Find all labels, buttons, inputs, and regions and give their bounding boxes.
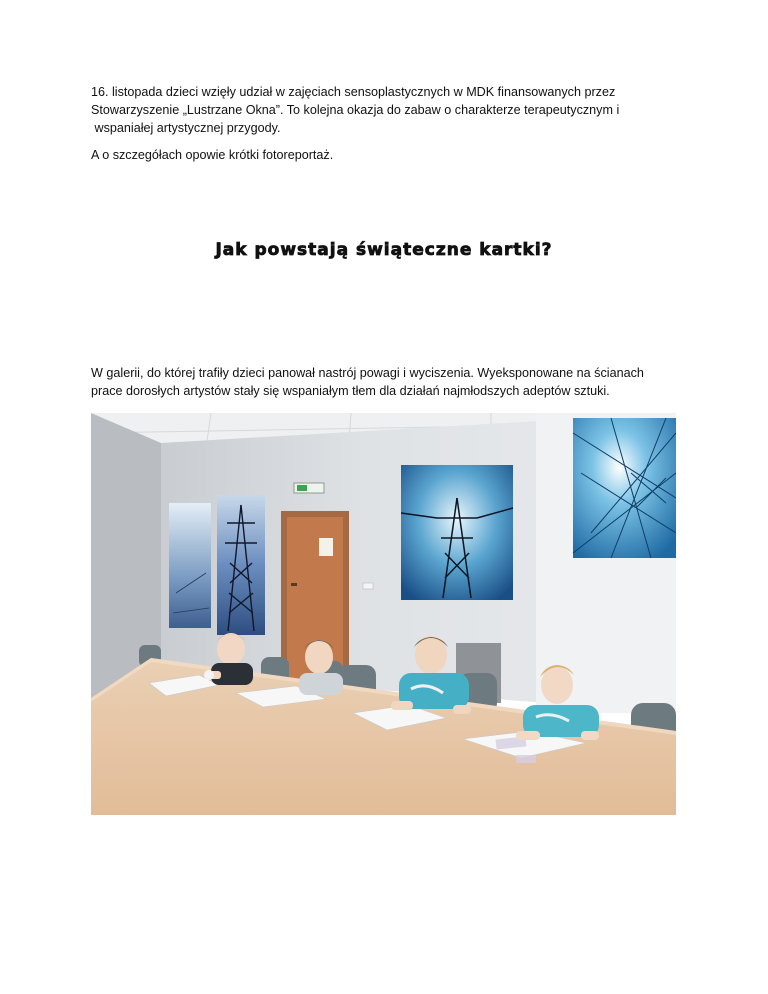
intro-line-3: wspaniałej artystycznej przygody. (91, 121, 281, 135)
artwork-center (401, 465, 513, 600)
gallery-paragraph (91, 364, 681, 400)
section-heading: Jak powstają świąteczne kartki? (215, 240, 553, 260)
intro-line-1: 16. listopada dzieci wzięły udział w zajęciach sensoplastycznych w MDK finansowanych przez (91, 85, 616, 99)
gallery-photo (91, 413, 676, 815)
gallery-line-1: W galerii, do której trafiły dzieci panował nastrój powagi i wyciszenia. Wyeksponowane na ścianach (91, 366, 644, 380)
door-notice (319, 538, 333, 556)
intro-paragraph (91, 83, 681, 137)
intro-line-2: Stowarzyszenie „Lustrzane Okna”. To kolejna okazja do zabaw o charakterze terapeutycznym i (91, 103, 620, 117)
door-handle (291, 583, 297, 586)
photo-illustration (91, 413, 676, 815)
lead-line: A o szczegółach opowie krótki fotoreportaż. (91, 148, 334, 162)
artwork-tall-1 (169, 503, 211, 628)
exit-sign-icon (297, 485, 307, 491)
lead-paragraph (91, 146, 681, 164)
artwork-tall-2 (217, 495, 265, 635)
gallery-line-2: prace dorosłych artystów stały się wspaniałym tłem dla działań najmłodszych adeptów sztuki. (91, 384, 610, 398)
wall-socket (363, 583, 373, 589)
